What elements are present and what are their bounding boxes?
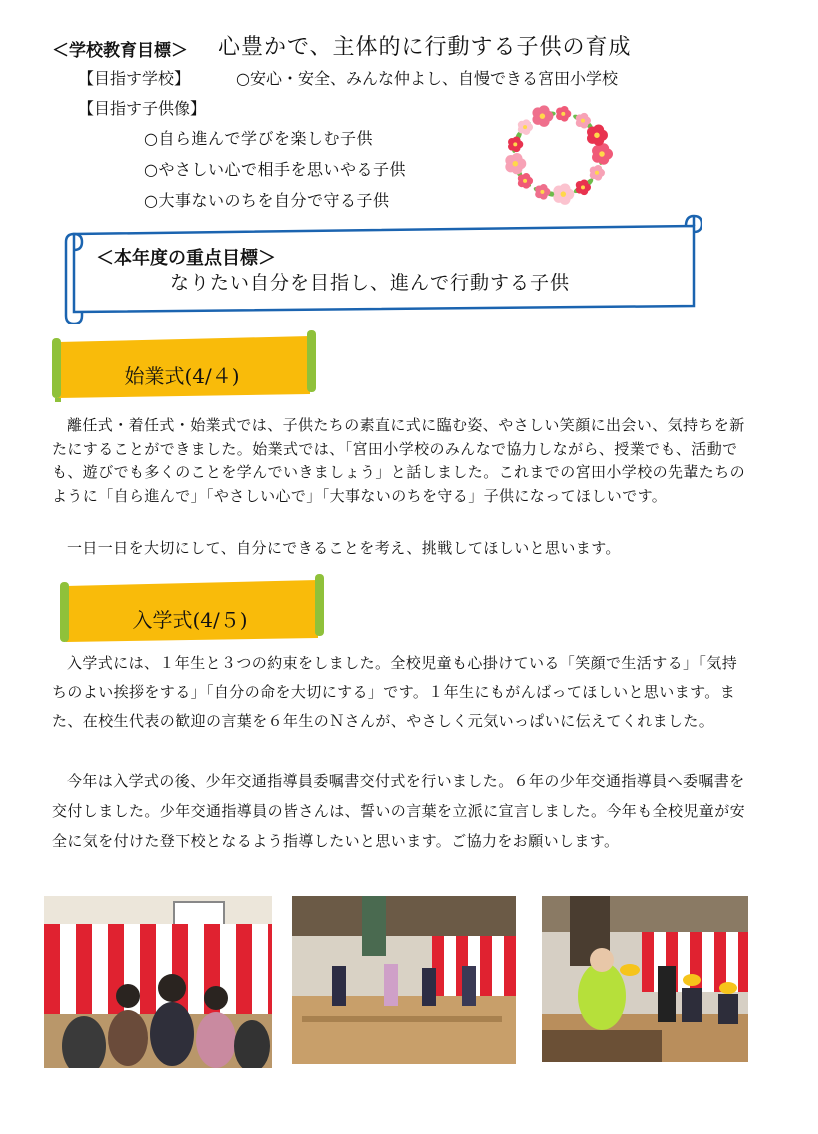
entrance-paragraph: 今年は入学式の後、少年交通指導員委嘱書交付式を行いました。６年の少年交通指導員へ委嘱書を交付しました。少年交通指導員の皆さんは、誓いの言葉を立派に宣言しました。今年も全校児童が安全に気を付けた登下校となるよう指導したいと思います。ご協力をお願いします。 [52,772,746,850]
entrance-ceremony-title: 入学式(4/５) [132,608,248,632]
target-child-item: ○自ら進んで学びを楽しむ子供 [144,129,373,148]
target-school-label: 【目指す学校】 [78,69,191,88]
opening-ceremony-photo [44,896,272,1068]
opening-ceremony-title: 始業式(4/４) [124,364,240,388]
focus-goal-label: ＜本年度の重点目標＞ [96,248,276,269]
target-child-item: ○大事ないのちを自分で守る子供 [144,191,390,210]
focus-goal-text: なりたい自分を目指し、進んで行動する子供 [170,272,571,294]
entrance-paragraph: 入学式には、１年生と３つの約束をしました。全校児童も心掛けている「笑顔で生活する」「気持ちのよい挨拶をする」「自分の命を大切にする」です。１年生にもがんばってほしいと思います。また、在校生代表の歓迎の言葉を６年生のＮさんが、やさしく元気いっぱいに伝えてくれました。 [52,654,738,730]
flower-wreath-illustration [494,96,622,212]
opening-paragraph: 一日一日を大切にして、自分にできることを考え、挑戦してほしいと思います。 [67,539,621,557]
school-goal-label: ＜学校教育目標＞ [52,41,188,61]
target-child-item: ○やさしい心で相手を思いやる子供 [144,160,406,179]
entrance-ceremony-photo [292,896,516,1064]
school-goal-text: 心豊かで、主体的に行動する子供の育成 [218,35,632,60]
target-child-label: 【目指す子供像】 [78,99,207,118]
opening-paragraph: 離任式・着任式・始業式では、子供たちの素直に式に臨む姿、やさしい笑顔に出会い、気持ちを新たにすることができました。始業式では、「宮田小学校のみんなで協力しながら、授業でも、活動でも、遊びでも多くのことを学んでいきましょう」と話しました。これまでの宮田小学校の先輩たちのように「自ら進んで」「やさしい心で」「大事ないのちを守る」子供になってほしいです。 [52,416,746,505]
traffic-guide-ceremony-photo [542,896,748,1062]
target-school-text: ○安心・安全、みんな仲よし、自慢できる宮田小学校 [236,69,618,88]
